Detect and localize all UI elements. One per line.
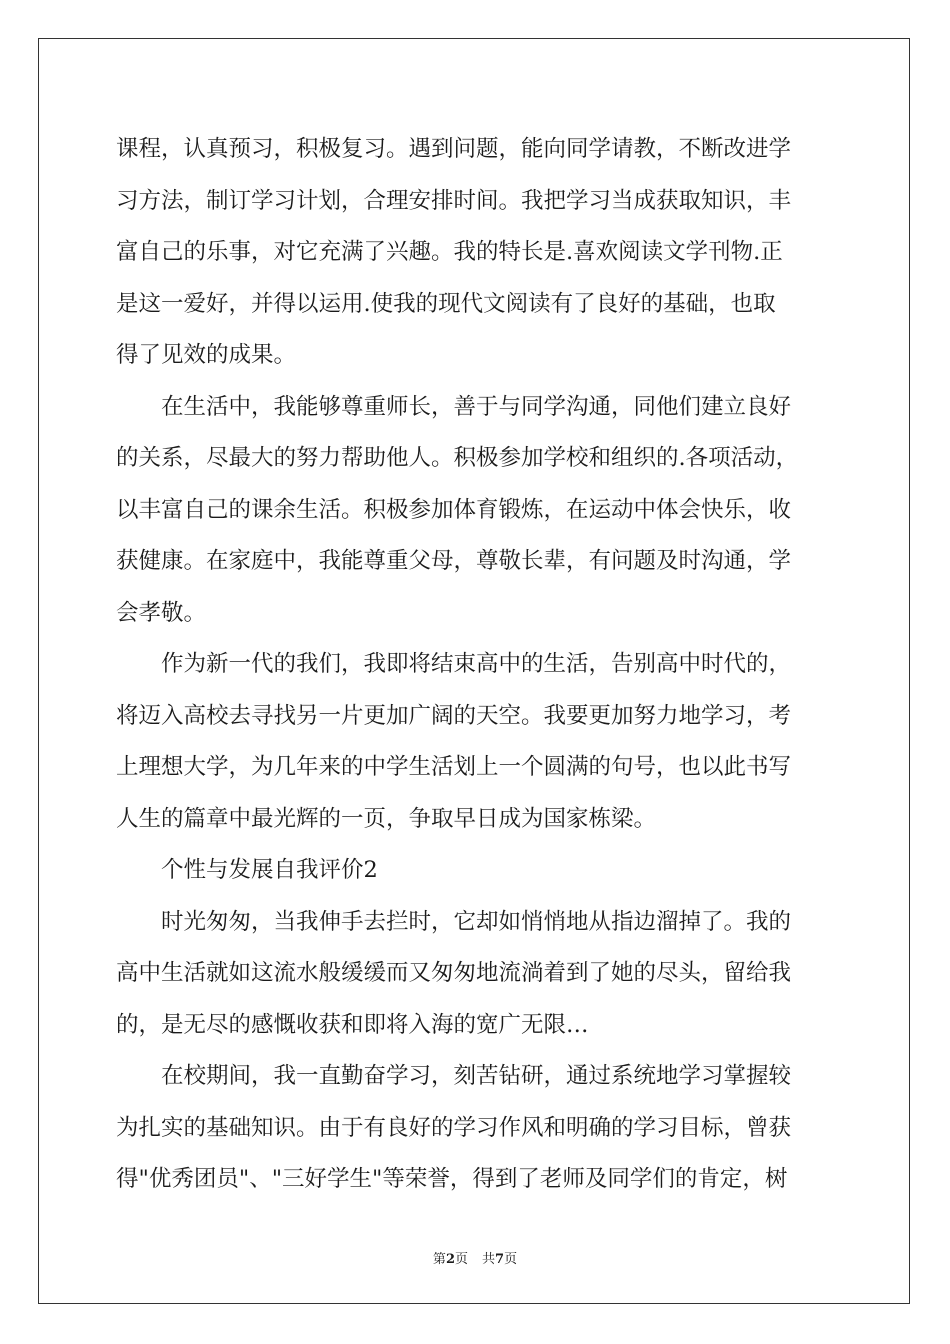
text-line: 会孝敬。 <box>116 599 207 626</box>
text-line: 得了见效的成果。 <box>116 342 297 368</box>
page-current: 2 <box>445 1252 455 1267</box>
text-line: 富自己的乐事，对它充满了兴趣。我的特长是.喜欢阅读文学刊物.正 <box>116 239 783 265</box>
paragraph-start: 在生活中，我能够尊重师长，善于与同学沟通，同他们建立良好 <box>161 393 792 420</box>
text-line: 的，是无尽的感慨收获和即将入海的宽广无限… <box>116 1011 589 1038</box>
text-line: 上理想大学，为几年来的中学生活划上一个圆满的句号，也以此书写 <box>116 754 792 780</box>
paragraph-start: 时光匆匆，当我伸手去拦时，它却如悄悄地从指边溜掉了。我的 <box>161 908 792 935</box>
text-line: 人生的篇章中最光辉的一页，争取早日成为国家栋梁。 <box>116 805 657 832</box>
text-line: 得"优秀团员"、"三好学生"等荣誉，得到了老师及同学们的肯定，树 <box>116 1166 788 1192</box>
page-suffix: 页 <box>454 1252 468 1267</box>
page-footer <box>0 1248 950 1267</box>
text-line: 为扎实的基础知识。由于有良好的学习作风和明确的学习目标，曾获 <box>116 1114 792 1141</box>
text-line: 的关系，尽最大的努力帮助他人。积极参加学校和组织的.各项活动， <box>116 445 799 471</box>
text-line: 课程，认真预习，积极复习。遇到问题，能向同学请教，不断改进学 <box>116 136 792 162</box>
text-line: 是这一爱好，并得以运用.使我的现代文阅读有了良好的基础，也取 <box>116 290 776 317</box>
paragraph-start: 在校期间，我一直勤奋学习，刻苦钻研，通过系统地学习掌握较 <box>161 1063 792 1089</box>
page-total: 7 <box>495 1252 505 1267</box>
total-prefix: 共 <box>482 1252 496 1267</box>
text-line: 以丰富自己的课余生活。积极参加体育锻炼，在运动中体会快乐，收 <box>116 496 792 523</box>
text-line: 获健康。在家庭中，我能尊重父母，尊敬长辈，有问题及时沟通，学 <box>116 548 792 574</box>
page-prefix: 第 <box>432 1252 446 1267</box>
section-heading: 个性与发展自我评价2 <box>161 857 378 883</box>
document-body <box>116 124 852 1206</box>
total-suffix: 页 <box>504 1252 518 1267</box>
text-line: 将迈入高校去寻找另一片更加广阔的天空。我要更加努力地学习，考 <box>116 702 792 729</box>
text-line: 习方法，制订学习计划，合理安排时间。我把学习当成获取知识，丰 <box>116 187 792 214</box>
paragraph-start: 作为新一代的我们，我即将结束高中的生活，告别高中时代的， <box>161 651 792 677</box>
text-line: 高中生活就如这流水般缓缓而又匆匆地流淌着到了她的尽头，留给我 <box>116 960 792 986</box>
